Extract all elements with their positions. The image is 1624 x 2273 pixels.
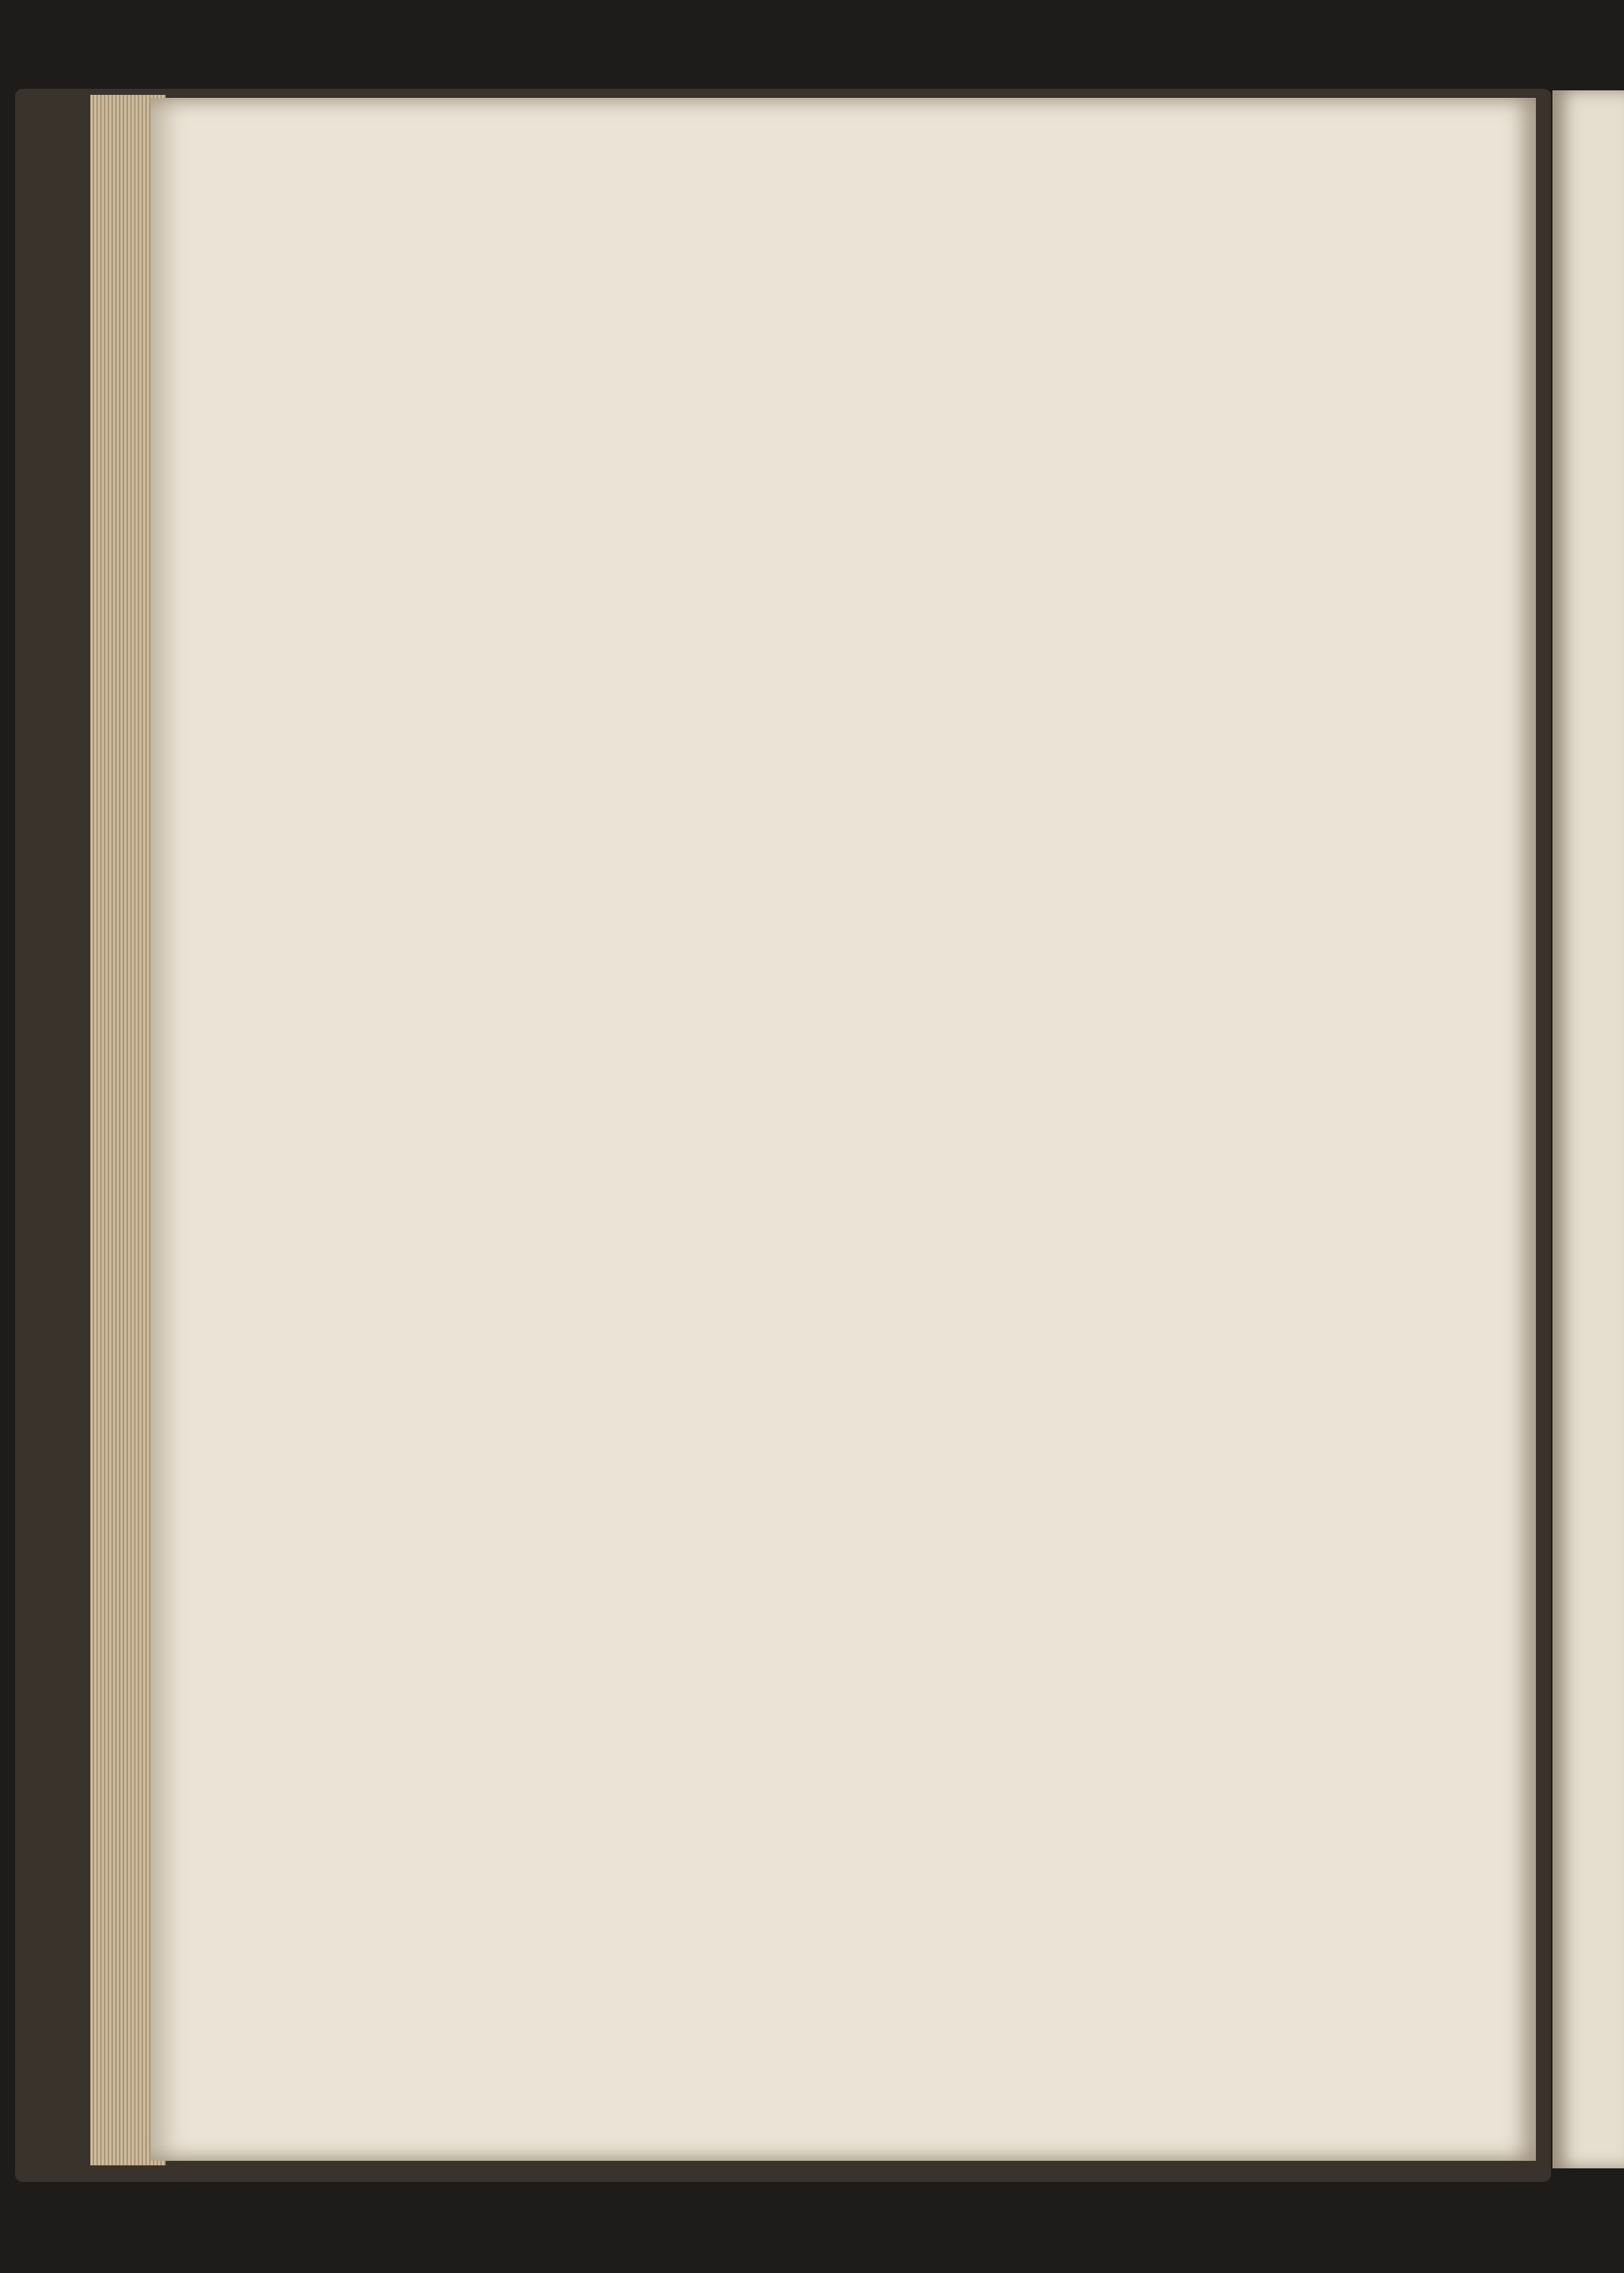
book-page [151, 98, 1536, 2161]
facing-page-edge [1552, 90, 1624, 2168]
